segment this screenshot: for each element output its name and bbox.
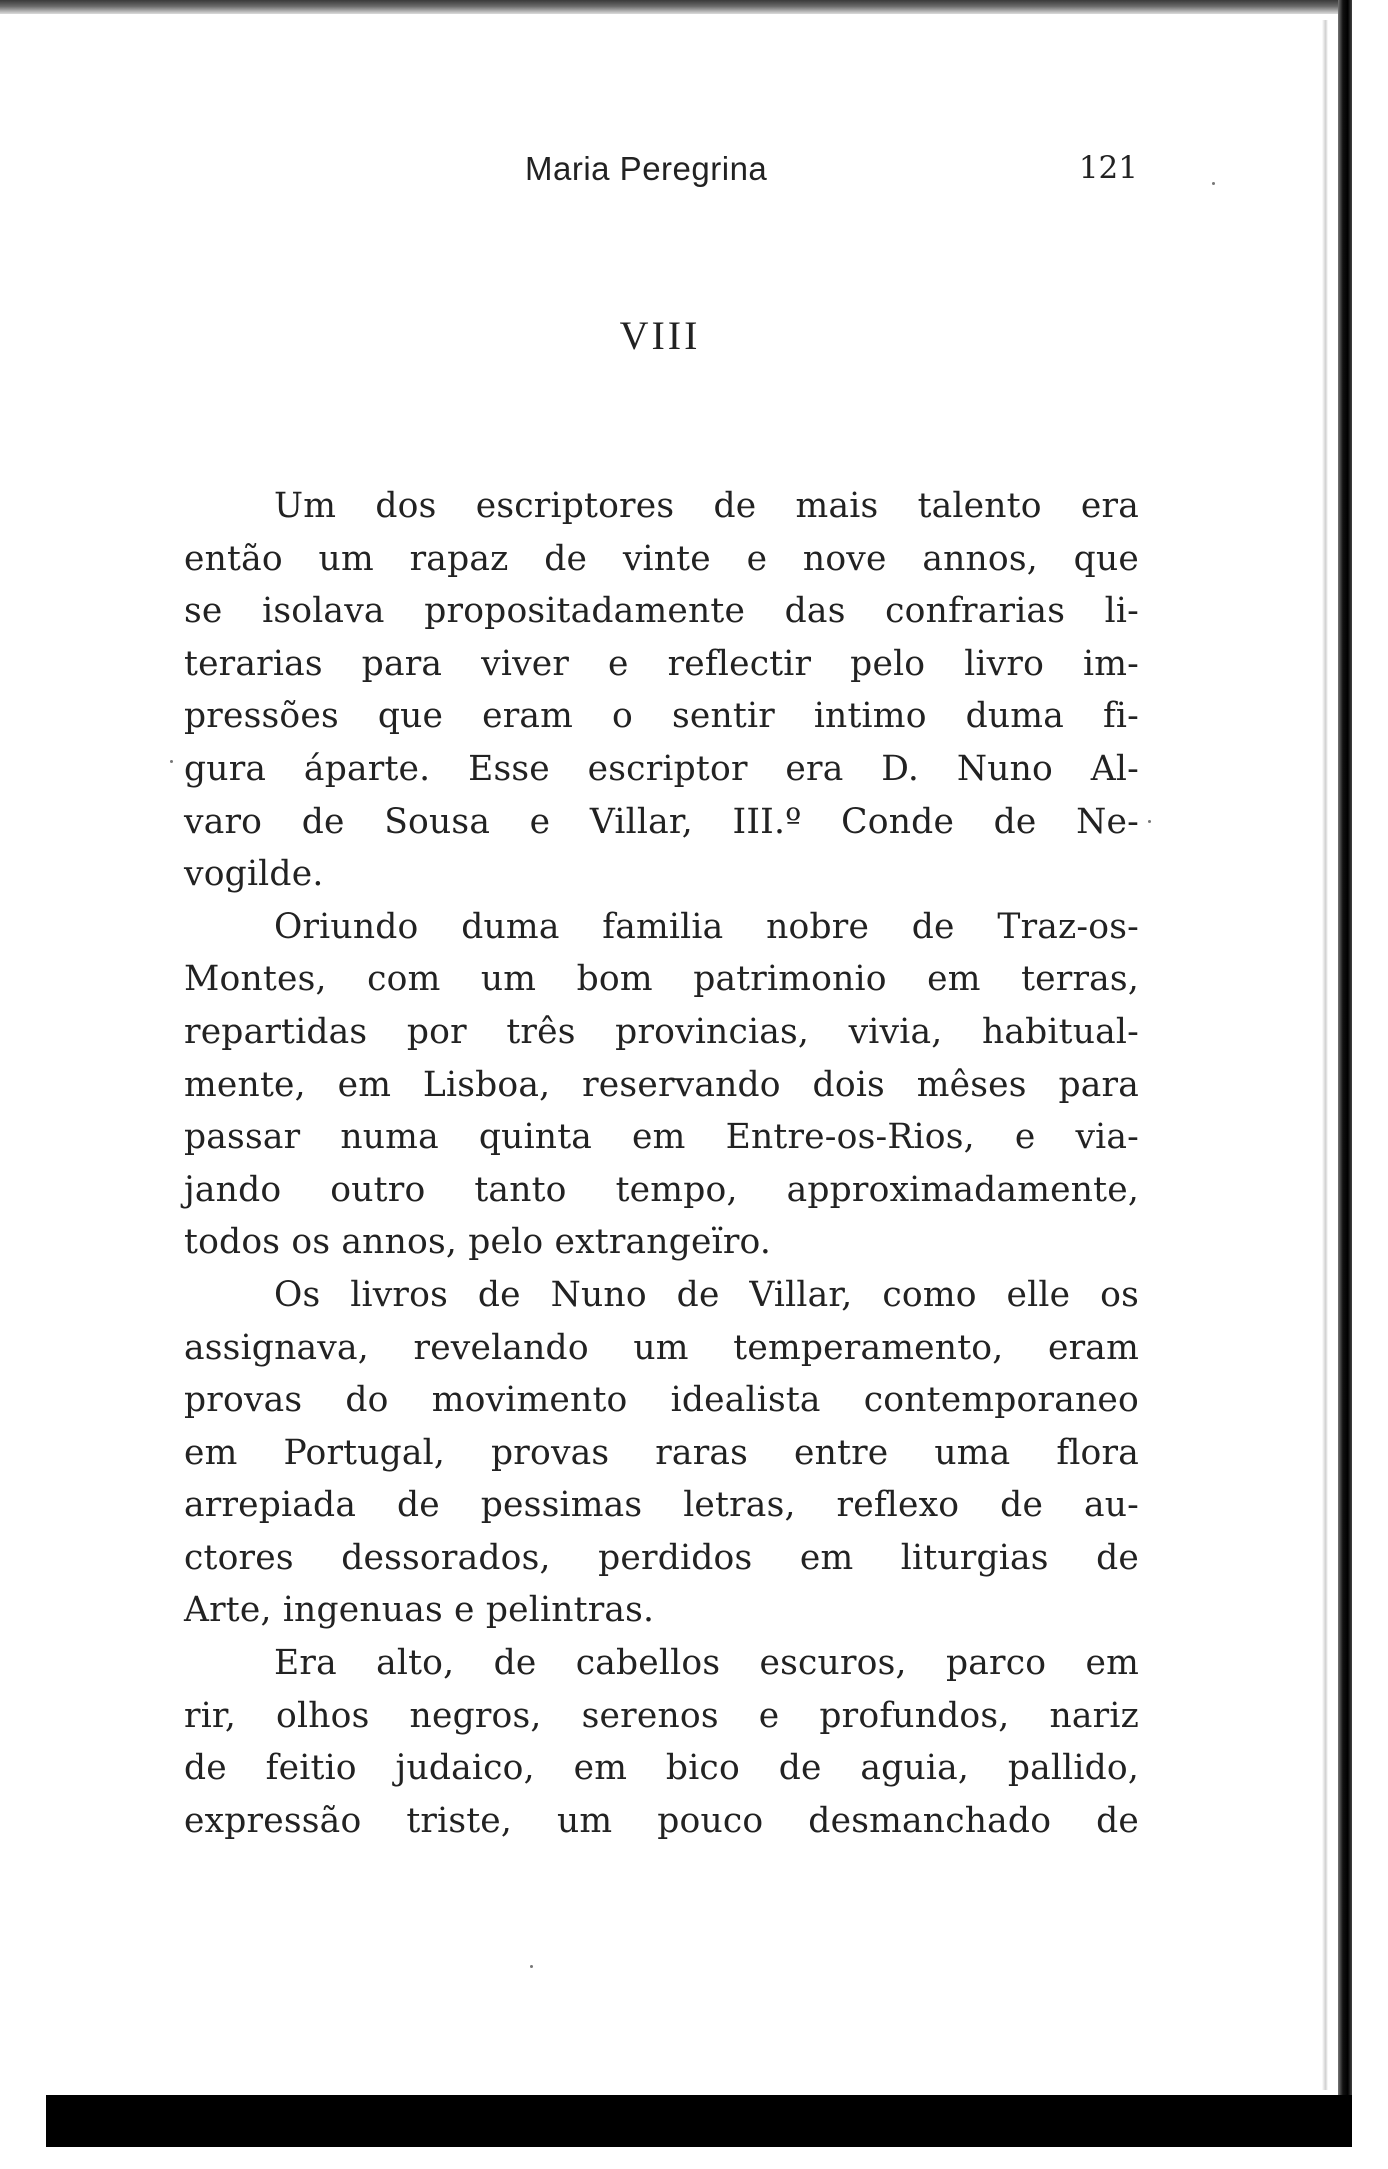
text-line: Um dos escriptores de mais talento era <box>274 486 1139 526</box>
running-title: Maria Peregrina <box>525 150 768 187</box>
bottom-edge-shadow <box>46 2095 1352 2147</box>
chapter-heading: VIII <box>619 313 701 358</box>
text-line: todos os annos, pelo extrangeïro. <box>184 1222 772 1263</box>
body-text <box>184 480 1139 1847</box>
text-line: ctores dessorados, perdidos em liturgias de <box>184 1537 1139 1578</box>
text-line: jando outro tanto tempo, approximadamente, <box>184 1169 1139 1210</box>
text-line: Oriundo duma familia nobre de Traz-os- <box>274 906 1139 947</box>
text-line: arrepiada de pessimas letras, reflexo de au- <box>184 1485 1139 1526</box>
scan-speck <box>170 760 173 763</box>
text-line: gura áparte. Esse escriptor era D. Nuno Al- <box>184 748 1139 789</box>
top-edge-shadow <box>0 0 1340 14</box>
text-line: pressões que eram o sentir intimo duma fi- <box>184 696 1139 737</box>
text-line: rir, olhos negros, serenos e profundos, nariz <box>184 1695 1139 1736</box>
scan-speck <box>1212 182 1215 185</box>
binding-highlight <box>1322 20 1328 2090</box>
text-line: Os livros de Nuno de Villar, como elle os <box>274 1274 1139 1315</box>
text-line: repartidas por três provincias, vivia, habitual- <box>184 1011 1139 1052</box>
text-line: Montes, com um bom patrimonio em terras, <box>184 959 1139 1000</box>
text-line: expressão triste, um pouco desmanchado de <box>184 1800 1139 1841</box>
text-line: terarias para viver e reflectir pelo livro im- <box>184 643 1139 684</box>
scan-speck <box>1148 820 1151 823</box>
text-line: Era alto, de cabellos escuros, parco em <box>274 1643 1139 1684</box>
text-line: assignava, revelando um temperamento, eram <box>184 1327 1139 1368</box>
text-line: em Portugal, provas raras entre uma flora <box>184 1432 1139 1473</box>
text-line: vogilde. <box>184 854 324 895</box>
text-line: Arte, ingenuas e pelintras. <box>184 1590 655 1631</box>
text-line: de feitio judaico, em bico de aguia, pallido, <box>184 1748 1139 1789</box>
text-line: passar numa quinta em Entre-os-Rios, e via- <box>184 1117 1139 1158</box>
text-line: provas do movimento idealista contemporaneo <box>184 1380 1139 1421</box>
page-edge-shadow <box>1338 0 1352 2095</box>
text-line: mente, em Lisboa, reservando dois mêses para <box>184 1064 1139 1105</box>
page-number: 121 <box>1078 150 1138 186</box>
text-line: se isolava propositadamente das confrarias li- <box>184 591 1139 632</box>
scan-speck <box>530 1965 533 1968</box>
running-head <box>180 150 1140 194</box>
text-line: então um rapaz de vinte e nove annos, que <box>184 538 1139 579</box>
text-line: varo de Sousa e Villar, III.º Conde de Ne- <box>184 801 1139 842</box>
